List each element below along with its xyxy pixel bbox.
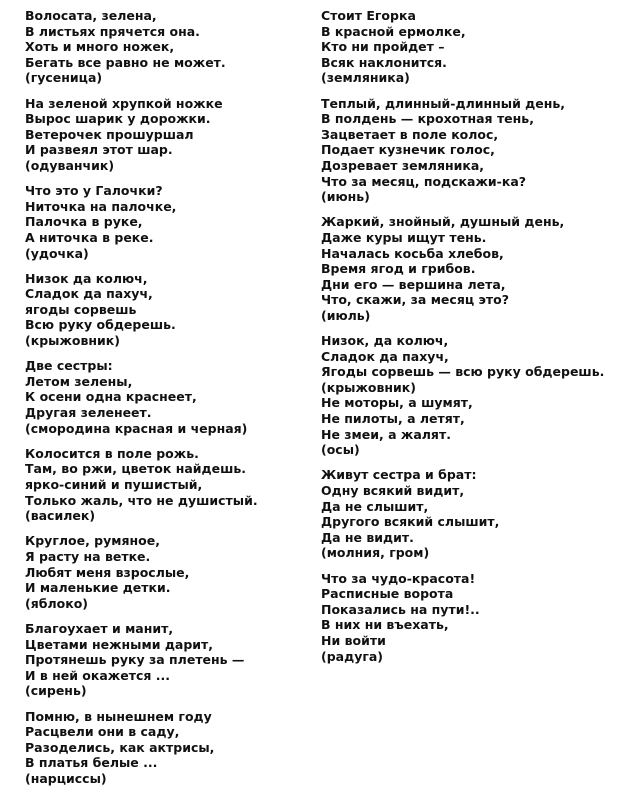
- riddle-line: Не моторы, а шумят,: [321, 395, 473, 411]
- riddle-line: Палочка в руке,: [25, 214, 143, 230]
- riddle-answer: (удочка): [25, 245, 89, 261]
- riddle-line: Жаркий, знойный, душный день,: [321, 214, 565, 230]
- riddle-line: В листьях прячется она.: [25, 23, 200, 39]
- riddle-line: Началась косьба хлебов,: [321, 245, 504, 261]
- riddle-line: Стоит Егорка: [321, 8, 416, 23]
- riddle-block: [25, 271, 310, 349]
- riddle-line: Вырос шарик у дорожки.: [25, 111, 211, 127]
- riddle-answer: (одуванчик): [25, 157, 115, 173]
- riddle-line: Другого всякий слышит,: [321, 514, 500, 530]
- riddle-block: [25, 183, 310, 261]
- riddle-line: Всяк наклонится.: [321, 54, 447, 70]
- riddle-line: Я расту на ветке.: [25, 548, 151, 564]
- riddle-line: Хоть и много ножек,: [25, 39, 175, 55]
- riddle-line: В полдень — крохотная тень,: [321, 111, 534, 127]
- riddle-answer: (крыжовник): [25, 333, 120, 349]
- riddle-answer: (осы): [321, 442, 360, 458]
- riddle-line: На зеленой хрупкой ножке: [25, 95, 223, 111]
- riddle-block: [321, 8, 619, 86]
- riddle-block: [321, 96, 619, 205]
- riddle-answer: (июль): [321, 307, 371, 323]
- riddle-block: [321, 571, 619, 665]
- riddle-line: Что за чудо-красота!: [321, 570, 476, 586]
- riddle-line: Даже куры ищут тень.: [321, 229, 487, 245]
- riddle-answer: (радуга): [321, 648, 384, 664]
- riddle-line: Не змеи, а жалят.: [321, 426, 451, 442]
- riddle-line: Ягоды сорвешь — всю руку обдерешь.: [321, 364, 605, 380]
- riddle-answer: (яблоко): [25, 595, 88, 611]
- riddle-line: Всю руку обдерешь.: [25, 317, 176, 333]
- riddle-line: К осени одна краснеет,: [25, 389, 197, 405]
- riddle-line: И маленькие детки.: [25, 580, 171, 596]
- riddle-line: ярко-синий и пушистый,: [25, 477, 203, 492]
- riddle-block: [321, 214, 619, 323]
- riddle-line: В платья белые ...: [25, 755, 158, 771]
- riddle-line: Две сестры:: [25, 358, 113, 374]
- riddle-line: Расписные ворота: [321, 586, 454, 602]
- riddle-line: Круглое, румяное,: [25, 533, 160, 549]
- riddle-line: Разоделись, как актрисы,: [25, 739, 215, 755]
- riddle-line: Низок да колюч,: [25, 270, 148, 286]
- riddle-block: [25, 709, 310, 787]
- riddle-line: (крыжовник): [321, 379, 416, 395]
- riddle-line: Да не слышит,: [321, 498, 429, 514]
- riddle-line: Зацветает в поле колос,: [321, 126, 499, 142]
- riddle-line: Кто ни пройдет –: [321, 39, 445, 55]
- riddle-line: Да не видит.: [321, 529, 414, 545]
- riddle-line: Цветами нежными дарит,: [25, 636, 214, 652]
- riddle-line: Летом зелены,: [25, 373, 133, 389]
- riddle-line: В них ни въехать,: [321, 617, 449, 633]
- riddle-line: Теплый, длинный-длинный день,: [321, 95, 566, 111]
- riddle-line: Одну всякий видит,: [321, 483, 465, 498]
- riddle-line: Любят меня взрослые,: [25, 564, 190, 580]
- riddle-line: Показались на пути!..: [321, 601, 480, 617]
- riddle-block: [25, 96, 310, 174]
- riddle-answer: (земляника): [321, 70, 410, 86]
- riddle-block: [25, 621, 310, 699]
- riddle-block: [321, 333, 619, 458]
- riddle-line: Протянешь руку за плетень —: [25, 652, 245, 668]
- riddle-line: Колосится в поле рожь.: [25, 445, 199, 461]
- riddle-line: Время ягод и грибов.: [321, 261, 476, 277]
- riddle-answer: (нарциссы): [25, 770, 107, 786]
- riddle-line: Не пилоты, а летят,: [321, 411, 465, 427]
- riddle-block: [25, 358, 310, 436]
- riddle-line: ягоды сорвешь: [25, 301, 137, 317]
- riddle-block: [25, 8, 310, 86]
- riddle-answer: (сирень): [25, 683, 87, 699]
- riddle-line: Сладок да пахуч,: [321, 348, 449, 364]
- riddle-line: Что, скажи, за месяц это?: [321, 292, 509, 308]
- riddle-answer: (гусеница): [25, 70, 103, 86]
- riddle-block: [25, 446, 310, 524]
- riddle-line: Помню, в нынешнем году: [25, 708, 212, 724]
- riddle-answer: (василек): [25, 508, 96, 524]
- riddle-answer: (молния, гром): [321, 545, 430, 561]
- riddle-line: Волосата, зелена,: [25, 8, 157, 23]
- riddle-line: В красной ермолке,: [321, 23, 466, 39]
- riddle-line: Там, во ржи, цветок найдешь.: [25, 461, 247, 477]
- riddle-line: Что это у Галочки?: [25, 183, 163, 199]
- riddle-line: Ниточка на палочке,: [25, 198, 177, 214]
- riddle-line: Сладок да пахуч,: [25, 286, 153, 302]
- riddle-line: Что за месяц, подскажи-ка?: [321, 173, 527, 189]
- riddle-line: Благоухает и манит,: [25, 620, 174, 636]
- riddle-line: Ни войти: [321, 632, 386, 648]
- riddle-line: А ниточка в реке.: [25, 229, 154, 245]
- riddle-answer: (смородина красная и черная): [25, 420, 248, 436]
- riddle-line: И развеял этот шар.: [25, 142, 173, 158]
- riddle-line: Подает кузнечик голос,: [321, 142, 495, 158]
- riddle-line: Бегать все равно не может.: [25, 54, 226, 70]
- riddle-block: [25, 533, 310, 611]
- riddle-answer: (июнь): [321, 189, 370, 205]
- riddle-line: Другая зеленеет.: [25, 405, 152, 421]
- left-column: [25, 8, 310, 796]
- riddle-line: Живут сестра и брат:: [321, 467, 477, 483]
- riddle-line: Дни его — вершина лета,: [321, 276, 506, 292]
- riddle-line: И в ней окажется ...: [25, 667, 171, 683]
- riddle-line: Дозревает земляника,: [321, 157, 485, 173]
- riddle-line: Только жаль, что не душистый.: [25, 492, 258, 508]
- right-column: [321, 8, 619, 674]
- riddle-line: Ветерочек прошуршал: [25, 126, 194, 142]
- riddle-line: Низок, да колюч,: [321, 333, 449, 349]
- riddle-line: Расцвели они в саду,: [25, 724, 180, 740]
- riddle-block: [321, 467, 619, 561]
